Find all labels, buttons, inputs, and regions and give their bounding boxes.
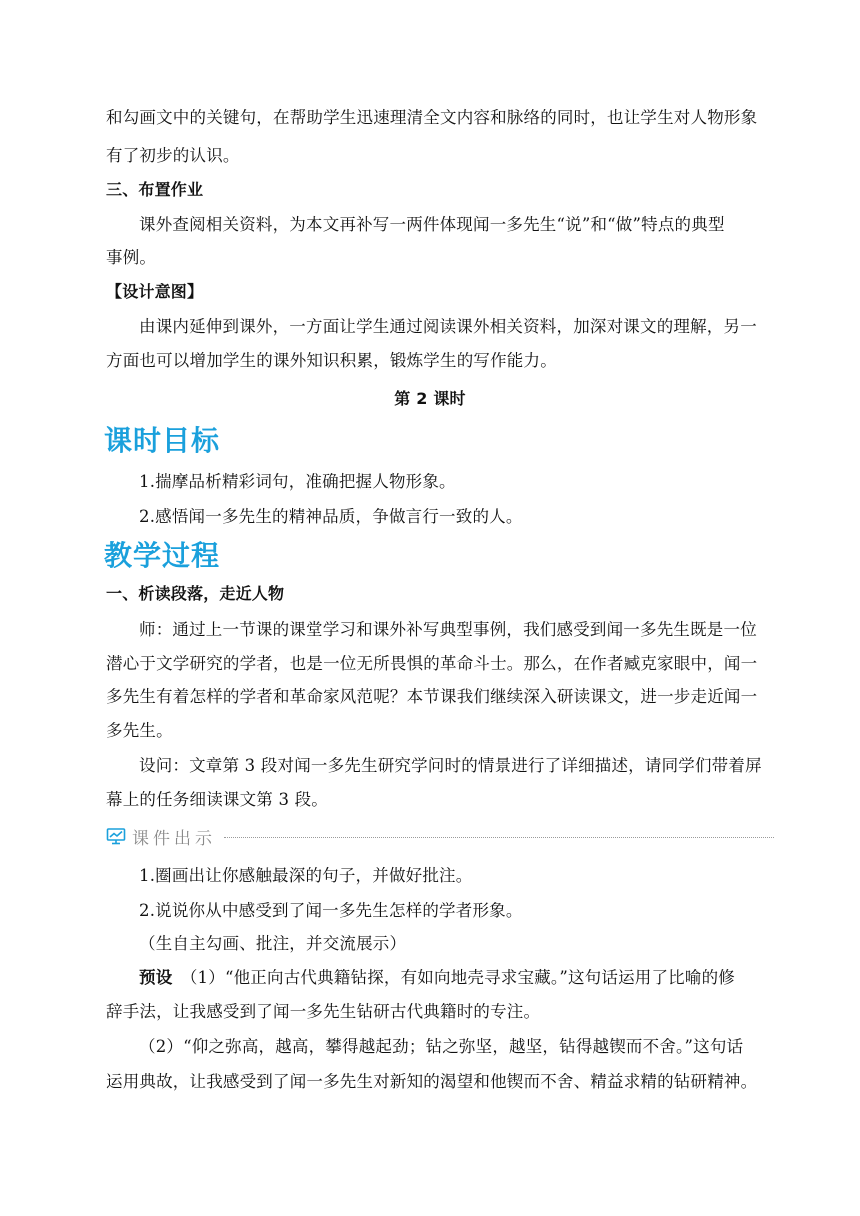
homework-heading: 三、布置作业 [106,180,204,199]
presentation-icon [106,827,126,845]
paragraph-line: 辞手法，让我感受到了闻一多先生钻研古代典籍时的专注。 [106,1002,541,1021]
design-intent-heading: 【设计意图】 [106,282,204,301]
goals-section-title: 课时目标 [104,424,221,457]
paragraph-line: （2）“仰之弥高，越高，攀得越起劲；钻之弥坚，越坚，钻得越锲而不舍。”这句话 [139,1037,744,1056]
task-item: 1.圈画出让你感触最深的句子，并做好批注。 [139,866,473,885]
paragraph-line: 潜心于文学研究的学者，也是一位无所畏惧的革命斗士。那么，在作者臧克家眼中，闻一 [106,654,758,673]
courseware-label: 课件出示 [132,828,216,849]
paragraph-line: 和勾画文中的关键句，在帮助学生迅速理清全文内容和脉络的同时，也让学生对人物形象 [106,108,758,127]
paragraph-line: 师：通过上一节课的课堂学习和课外补写典型事例，我们感受到闻一多先生既是一位 [139,620,757,639]
divider [224,837,774,838]
preset-label: 预设 [139,968,173,987]
paragraph-line: 设问：文章第 3 段对闻一多先生研究学问时的情景进行了详细描述，请同学们带着屏 [139,756,762,775]
paragraph-line: 幕上的任务细读课文第 3 段。 [106,790,328,809]
paragraph-line: 有了初步的认识。 [106,146,240,165]
activity-note: （生自主勾画、批注，并交流展示） [139,934,407,953]
preset-text: （1）“他正向古代典籍钻探，有如向地壳寻求宝藏。”这句话运用了比喻的修 [172,968,735,987]
task-item: 2.说说你从中感受到了闻一多先生怎样的学者形象。 [139,901,523,920]
paragraph-line: 多先生。 [106,721,173,740]
courseware-banner [106,824,774,848]
lesson-title: 第 2 课时 [394,389,466,408]
paragraph-line: 由课内延伸到课外，一方面让学生通过阅读课外相关资料，加深对课文的理解，另一 [139,317,757,336]
goal-item: 2.感悟闻一多先生的精神品质，争做言行一致的人。 [139,507,523,526]
paragraph-line: 运用典故，让我感受到了闻一多先生对新知的渴望和他锲而不舍、精益求精的钻研精神。 [106,1072,758,1091]
goal-item: 1.揣摩品析精彩词句，准确把握人物形象。 [139,472,456,491]
paragraph-line: 多先生有着怎样的学者和革命家风范呢？本节课我们继续深入研读课文，进一步走近闻一 [106,687,758,706]
preset-line [139,968,819,988]
process-section-title: 教学过程 [104,539,221,572]
paragraph-line: 事例。 [106,248,157,267]
paragraph-line: 方面也可以增加学生的课外知识积累，锻炼学生的写作能力。 [106,351,557,370]
paragraph-line: 课外查阅相关资料，为本文再补写一两件体现闻一多先生“说”和“做”特点的典型 [139,215,725,234]
step-heading: 一、析读段落，走近人物 [106,584,285,603]
